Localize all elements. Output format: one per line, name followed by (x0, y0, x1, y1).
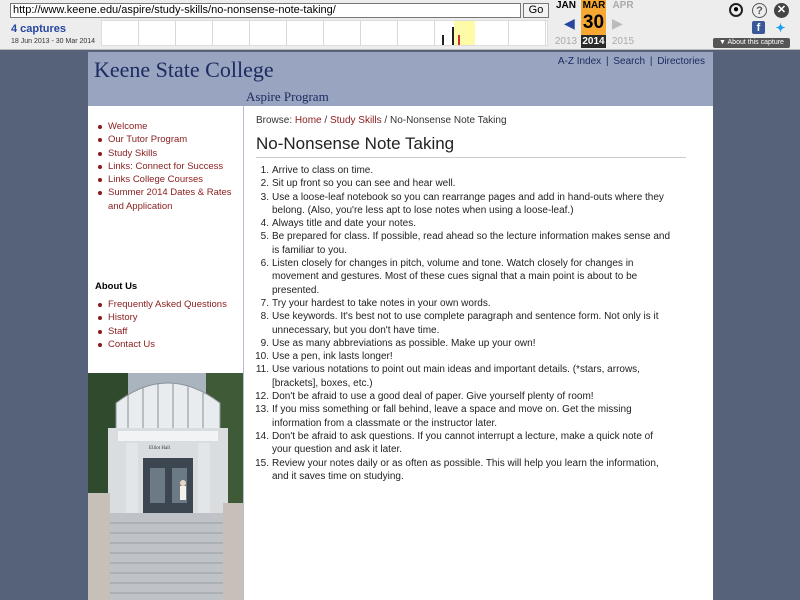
tip-text: and it saves time on studying. (272, 470, 404, 482)
tip-text: Listen closely for changes in pitch, volume and tone. Watch closely for changes in (272, 258, 634, 270)
facebook-icon[interactable]: f (752, 21, 765, 34)
site-header (88, 52, 713, 106)
tip-number: 1. (260, 165, 269, 176)
about-capture-button[interactable]: ▼ About this capture (713, 38, 790, 48)
tip-line (255, 390, 687, 403)
tip-line (260, 217, 687, 230)
tip-number: 9. (260, 337, 269, 349)
user-icon[interactable]: ● (729, 3, 743, 17)
tip-text: Review your notes daily or as often as possible. This will help you learn the information, (272, 457, 659, 469)
breadcrumb-separator: / (384, 115, 388, 126)
tip-text: Use a loose-leaf notebook so you can rearrange pages and add in hand-outs where they (272, 191, 664, 203)
topnav-az-index[interactable]: A-Z Index (557, 56, 602, 67)
tip-text: Don't be afraid to use a good deal of paper. Give yourself plenty of room! (272, 391, 594, 403)
elliot-hall-photo (88, 373, 243, 600)
tip-number: 12. (255, 391, 269, 403)
tip-text: [brackets], boxes, etc.) (272, 377, 373, 389)
close-icon[interactable]: ✕ (774, 3, 789, 18)
sidebar-item-contact[interactable]: Contact Us (108, 338, 227, 351)
tip-text: Use various notations to point out main ideas and important details. (*stars, arrows, (272, 364, 640, 376)
tip-line (272, 470, 687, 483)
tip-number: 7. (260, 297, 269, 309)
topnav-separator: | (649, 56, 653, 67)
wayback-toolbar (0, 0, 800, 50)
twitter-icon[interactable]: ✦ (775, 21, 786, 35)
url-input[interactable]: http://www.keene.edu/aspire/study-skills/no-nonsense-note-taking/ (10, 3, 521, 18)
tip-text: Arrive to class on time. (272, 165, 374, 176)
topnav-directories[interactable]: Directories (657, 56, 705, 67)
year-prev[interactable]: 2013 (554, 36, 578, 47)
sparkline-bar (458, 35, 460, 45)
tip-number: 14. (255, 430, 269, 442)
tip-line (260, 310, 687, 323)
summer-line-1: Summer 2014 Dates & Rates (108, 187, 232, 199)
breadcrumb-study-skills[interactable]: Study Skills (329, 115, 382, 126)
breadcrumb-separator: / (324, 115, 328, 126)
tip-text: Use keywords. It's best not to use complete paragraph and sentence form. Not only is it (272, 311, 659, 323)
tip-text: is familiar to you. (272, 244, 348, 256)
tip-line (260, 230, 687, 243)
tip-text: Sit up front so you can see and hear well. (272, 178, 456, 190)
tip-line (255, 457, 687, 470)
tip-line (260, 191, 687, 204)
tip-number: 11. (255, 364, 269, 376)
tip-number: 13. (255, 404, 269, 416)
sparkline-bar (452, 27, 454, 45)
topnav-search[interactable]: Search (613, 56, 646, 67)
sidebar-item-tutor-program[interactable]: Our Tutor Program (108, 133, 232, 146)
page-title: No-Nonsense Note Taking (256, 134, 686, 158)
prev-capture-arrow-icon[interactable]: ◀ (564, 15, 575, 31)
tip-line (260, 337, 687, 350)
tip-text: your question and ask it later. (272, 444, 403, 456)
top-nav (558, 56, 705, 67)
tip-line (260, 164, 687, 177)
tip-text: presented. (272, 284, 320, 296)
tip-text: unnecessary, but you don't have time. (272, 324, 440, 336)
about-nav (88, 298, 227, 351)
sidebar-item-staff[interactable]: Staff (108, 325, 227, 338)
sidebar-item-welcome[interactable]: Welcome (108, 120, 232, 133)
tip-number: 3. (260, 191, 269, 203)
tip-number: 15. (255, 457, 269, 469)
breadcrumb-home[interactable]: Home (294, 115, 322, 126)
summer-line-2: and Application (108, 200, 173, 212)
month-prev[interactable]: JAN (555, 0, 576, 11)
breadcrumb-current: No-Nonsense Note Taking (389, 115, 507, 126)
tip-line (272, 324, 687, 337)
about-us-heading: About Us (95, 281, 138, 292)
tip-text: If you miss something or fall behind, leave a space and move on. Get the missing (272, 404, 632, 416)
tip-text: Try your hardest to take notes in your own words. (272, 297, 491, 309)
captures-link[interactable]: 4 captures (11, 23, 67, 35)
sidebar-item-history[interactable]: History (108, 311, 227, 324)
help-icon[interactable]: ? (752, 3, 767, 18)
topnav-separator: | (605, 56, 609, 67)
go-button[interactable]: Go (523, 3, 549, 18)
site-title[interactable]: Keene State College (94, 57, 274, 82)
tip-text: Be prepared for class. If possible, read ahead so the lecture information makes sense and (272, 231, 671, 243)
tip-line (272, 417, 687, 430)
tip-number: 6. (260, 258, 269, 270)
tip-line (272, 443, 687, 456)
tip-text: Use a pen, ink lasts longer! (272, 351, 393, 363)
year-current: 2014 (582, 36, 605, 47)
tip-line (260, 297, 687, 310)
next-capture-arrow-icon: ▶ (612, 15, 623, 31)
program-subtitle[interactable]: Aspire Program (246, 89, 329, 104)
page-container (88, 52, 713, 600)
tip-text: Don't be afraid to ask questions. If you cannot interrupt a lecture, make a quick note of (272, 430, 654, 442)
tip-number: 10. (255, 351, 269, 363)
sidebar-nav (88, 120, 232, 213)
year-next: 2015 (611, 36, 635, 47)
tips-list (255, 164, 687, 483)
photo-sign: Elliot Hall (149, 446, 170, 451)
sidebar-item-links-courses[interactable]: Links College Courses (108, 173, 232, 186)
tip-line (260, 177, 687, 190)
tip-line (272, 244, 687, 257)
sidebar-item-summer-2014[interactable] (108, 186, 232, 213)
capture-sparkline[interactable] (101, 20, 548, 46)
sidebar-item-faq[interactable]: Frequently Asked Questions (108, 299, 227, 310)
month-current: MAR (582, 0, 606, 11)
tip-number: 8. (260, 311, 269, 323)
tip-line (272, 377, 687, 390)
tip-number: 4. (260, 218, 269, 230)
tip-line (255, 350, 687, 363)
tip-text: Always title and date your notes. (272, 218, 416, 230)
sidebar (88, 106, 244, 600)
breadcrumb (256, 115, 507, 126)
tip-text: information from a classmate or the instructor later. (272, 417, 498, 429)
capture-range: 18 Jun 2013 - 30 Mar 2014 (11, 38, 96, 45)
tip-line (260, 257, 687, 270)
current-day: 30 (582, 12, 605, 33)
tip-text: movement and gestures. Most of these cues signal that a main point is about to be (272, 271, 638, 283)
tip-line (272, 204, 687, 217)
sidebar-item-links-connect[interactable]: Links: Connect for Success (108, 160, 232, 173)
sidebar-item-study-skills[interactable]: Study Skills (108, 147, 232, 160)
building-illustration (88, 373, 243, 600)
tip-line (255, 363, 687, 376)
tip-line (272, 270, 687, 283)
tip-line (255, 403, 687, 416)
tip-line (255, 430, 687, 443)
month-next: APR (612, 0, 634, 11)
sparkline-bar (442, 35, 444, 45)
tip-text: Use as many abbreviations as possible. Make up your own! (272, 337, 536, 349)
tip-text: belong. (Also, you're less apt to lose notes when using a loose-leaf.) (272, 204, 574, 216)
breadcrumb-label: Browse: (256, 115, 293, 126)
tip-line (272, 284, 687, 297)
tip-number: 5. (260, 231, 269, 243)
tip-number: 2. (260, 178, 269, 190)
